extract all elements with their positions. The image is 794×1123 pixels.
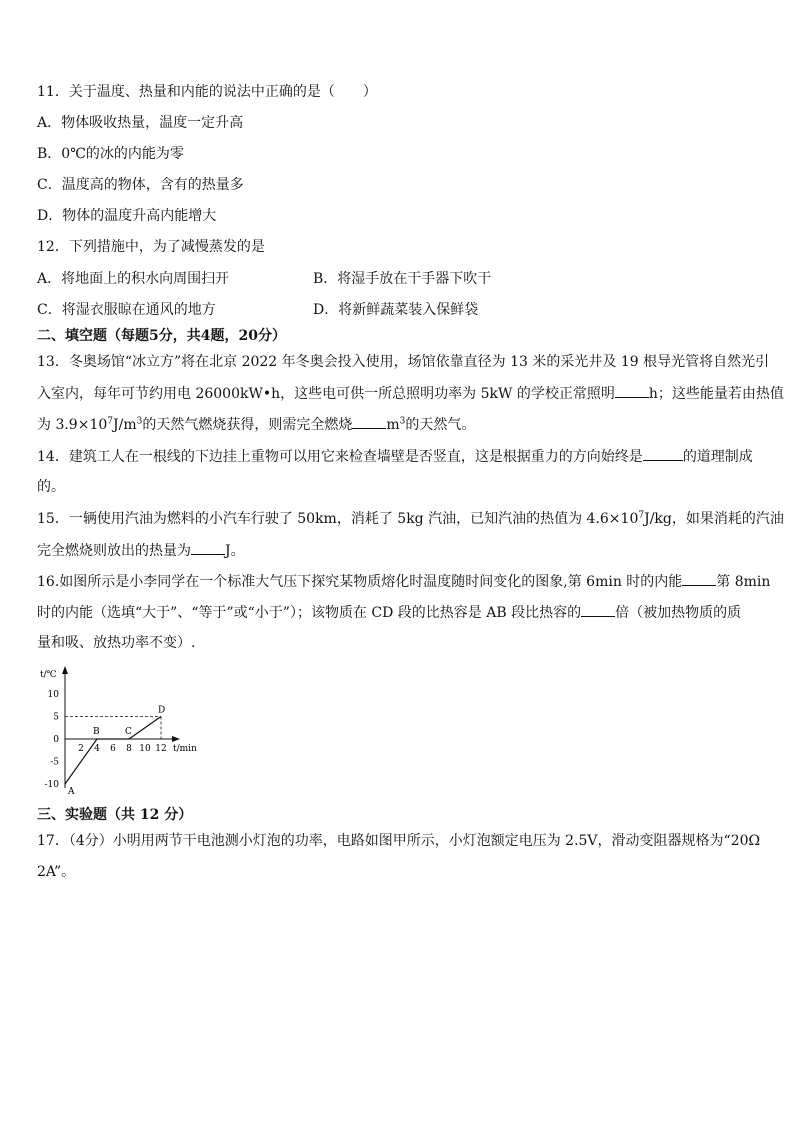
q16-line-1: 16.如图所示是小李同学在一个标准大气压下探究某物质熔化时温度随时间变化的图象,第 6min 时的内能 第 8min [37,571,770,592]
x-axis-label: t/min [173,744,197,754]
point-label-d: D [158,705,166,716]
x-axis-arrow [172,736,180,742]
q15-line-2: 完全燃烧则放出的热量为 J。 [37,540,245,561]
y-tick-label: -5 [50,757,59,768]
q16-line-2: 时的内能（选填“大于”、“等于”或“小于”）；该物质在 CD 段的比热容是 AB 段比热容的 倍（被加热物质的质 [37,602,741,623]
y-axis-label: t/℃ [40,670,57,680]
q12-stem: 12．下列措施中，为了减慢蒸发的是 [37,239,265,255]
q13-blank-2[interactable] [352,414,386,429]
q11-option-d: D．物体的温度升高内能增大 [37,208,217,224]
q11-stem: 11．关于温度、热量和内能的说法中正确的是（ ） [37,84,377,100]
q11-option-b: B．0℃的冰的内能为零 [37,146,184,162]
q14-line-2: 的。 [37,479,65,495]
point-label-c: C [125,727,132,737]
q12-option-d: D．将新鲜蔬菜装入保鲜袋 [313,302,479,318]
x-tick-label: 2 [78,744,84,754]
q13-blank-1[interactable] [615,383,649,398]
y-tick-label: -10 [44,780,59,790]
q16-blank-1[interactable] [682,571,716,586]
y-tick-label: 0 [53,735,59,745]
q16-blank-2[interactable] [581,602,615,617]
q16-line-3: 量和吸、放热功率不变）. [37,635,196,651]
x-tick-label: 10 [139,744,151,754]
q17-line-1: 17．（4分）小明用两节干电池测小灯泡的功率，电路如图甲所示，小灯泡额定电压为 2.5V，滑动变阻器规格为“20Ω [37,833,761,849]
q17-line-2: 2A”。 [37,864,76,880]
y-tick-label: 5 [53,712,59,723]
point-label-a: A [68,787,75,795]
y-axis-arrow [62,666,68,674]
section-experiment-title: 三、实验题（共 12 分） [37,807,193,823]
section-fill-in-title: 二、填空题（每题5分，共4题，20分） [37,328,286,344]
q12-option-a: A．将地面上的积水向周围扫开 [37,271,230,287]
x-tick-label: 6 [110,744,116,754]
x-tick-label: 12 [155,744,167,754]
q14-blank[interactable] [643,446,683,461]
q14-line-1: 14．建筑工人在一根线的下边挂上重物可以用它来检查墙壁是否竖直，这是根据重力的方向始终是 的道理制成 [37,446,753,467]
q13-line-2: 入室内，每年可节约用电 26000kW•h，这些电可供一所总照明功率为 5kW 的学校正常照明 h；这些能量若由热值 [37,383,784,404]
y-tick-label: 10 [47,690,59,700]
q11-option-a: A．物体吸收热量，温度一定升高 [37,115,244,131]
q13-line-1: 13．冬奥场馆“冰立方”将在北京 2022 年冬奥会投入使用，场馆依靠直径为 13 米的采光井及 19 根导光管将自然光引 [37,354,770,370]
q15-line-1: 15．一辆使用汽油为燃料的小汽车行驶了 50km，消耗了 5kg 汽油，已知汽油的热值为 $4.6\times 10^7J/kg$，如果消耗的汽油 [37,510,784,527]
temperature-time-chart [30,660,230,795]
x-tick-label: 8 [126,744,132,754]
q12-option-c: C．将湿衣服晾在通风的地方 [37,302,216,318]
q13-line-3: 为 $3.9\times 10^7J/m^3$的天然气燃烧获得，则需完全燃烧 $m^3$的天然气。 [37,414,475,435]
q11-option-c: C．温度高的物体，含有的热量多 [37,177,244,193]
point-label-b: B [93,727,100,737]
q15-blank[interactable] [191,540,225,555]
x-tick-label: 4 [94,744,100,754]
q12-option-b: B．将湿手放在干手器下吹干 [313,271,492,287]
